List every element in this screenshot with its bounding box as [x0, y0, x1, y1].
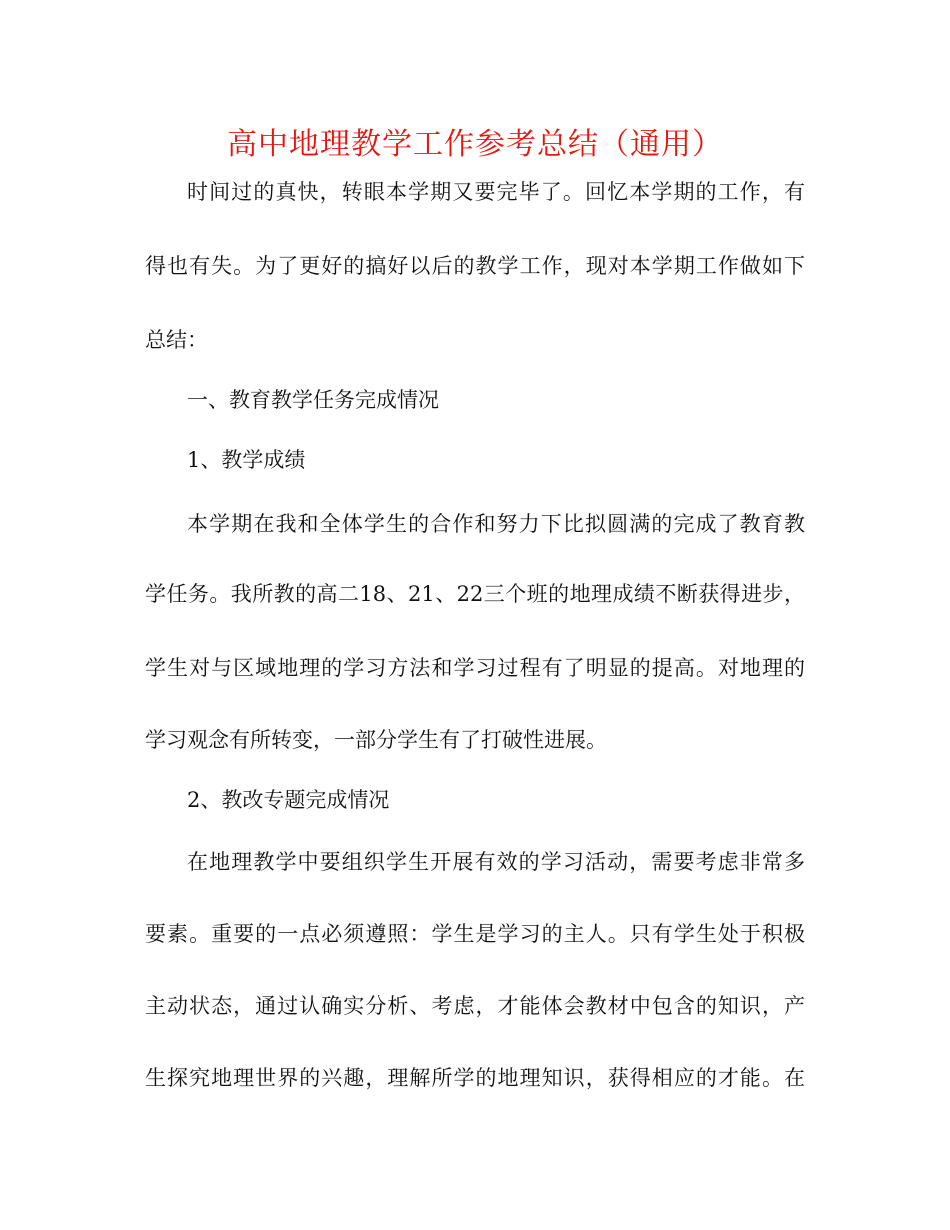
document-title: 高中地理教学工作参考总结（通用） [227, 127, 723, 162]
paragraph-line: 生探究地理世界的兴趣，理解所学的地理知识，获得相应的才能。在 [145, 1066, 805, 1090]
paragraph-line: 时间过的真快，转眼本学期又要完毕了。回忆本学期的工作，有 [187, 180, 805, 204]
paragraph-line: 在地理教学中要组织学生开展有效的学习活动，需要考虑非常多 [187, 850, 805, 874]
subsection-heading: 2、教改专题完成情况 [187, 788, 390, 812]
paragraph-line: 学生对与区域地理的学习方法和学习过程有了明显的提高。对地理的 [145, 656, 805, 680]
paragraph-line: 总结： [145, 328, 208, 352]
subsection-heading: 1、教学成绩 [187, 448, 306, 472]
paragraph-line: 得也有失。为了更好的搞好以后的教学工作，现对本学期工作做如下 [145, 254, 805, 278]
paragraph-line: 本学期在我和全体学生的合作和努力下比拟圆满的完成了教育教 [187, 512, 805, 536]
paragraph-line: 要素。重要的一点必须遵照：学生是学习的主人。只有学生处于积极 [145, 922, 805, 946]
paragraph-line: 学任务。我所教的高二18、21、22三个班的地理成绩不断获得进步， [145, 582, 805, 606]
paragraph-line: 学习观念有所转变，一部分学生有了打破性进展。 [145, 728, 607, 752]
section-heading: 一、教育教学任务完成情况 [187, 388, 439, 412]
paragraph-line: 主动状态，通过认确实分析、考虑，才能体会教材中包含的知识，产 [145, 994, 805, 1018]
